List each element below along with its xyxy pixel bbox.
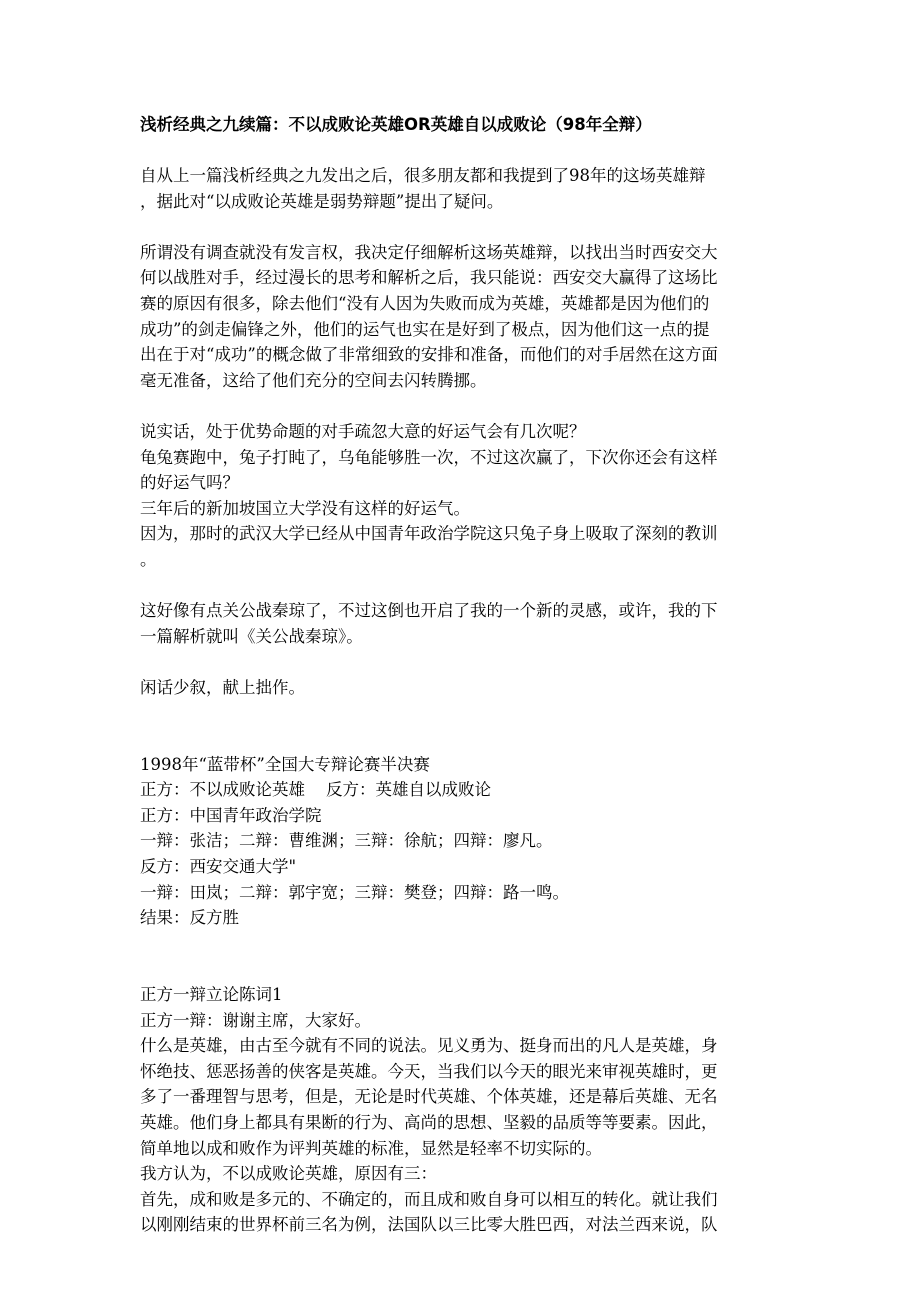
text-line: 一篇解析就叫《关公战秦琼》。 [140, 626, 363, 646]
speech-heading: 正方一辩立论陈词1 [140, 985, 283, 1004]
intro-paragraph-2 [140, 240, 784, 394]
speech-section [140, 982, 784, 1238]
text-line: 什么是英雄，由古至今就有不同的说法。见义勇为、挺身而出的凡人是英雄，身 [140, 1036, 718, 1056]
negative-speakers: 一辩：田岚；二辩：郭宇宽；三辩：樊登；四辩：路一鸣。 [140, 882, 569, 902]
text-line: 毫无准备，这给了他们充分的空间去闪转腾挪。 [140, 370, 487, 390]
intro-paragraph-5 [140, 675, 784, 701]
intro-paragraph-4 [140, 598, 784, 649]
text-line: 赛的原因有很多，除去他们“没有人因为失败而成为英雄，英雄都是因为他们的 [140, 293, 710, 313]
match-result: 结果：反方胜 [140, 908, 239, 928]
text-line: 三年后的新加坡国立大学没有这样的好运气。 [140, 498, 470, 518]
text-line: 所谓没有调查就没有发言权，我决定仔细解析这场英雄辩，以找出当时西安交大 [140, 242, 718, 262]
intro-paragraph-3 [140, 419, 784, 573]
spacer [140, 956, 784, 982]
text-line: 以刚刚结束的世界杯前三名为例，法国队以三比零大胜巴西，对法兰西来说，队 [140, 1215, 718, 1235]
text-line: 正方一辩：谢谢主席，大家好。 [140, 1010, 371, 1030]
match-info [140, 752, 784, 931]
text-line: 说实话，处于优势命题的对手疏忽大意的好运气会有几次呢？ [140, 421, 586, 441]
text-line: 因为，那时的武汉大学已经从中国青年政治学院这只兔子身上吸取了深刻的教训 [140, 524, 718, 544]
match-title: 1998年“蓝带杯”全国大专辩论赛半决赛 [140, 754, 430, 774]
text-line: 首先，成和败是多元的、不确定的，而且成和败自身可以相互的转化。就让我们 [140, 1189, 718, 1209]
text-line: 的好运气吗？ [140, 473, 239, 493]
document-title: 浅析经典之九续篇：不以成败论英雄OR英雄自以成败论（98年全辩） [140, 115, 652, 134]
negative-team: 反方：西安交通大学" [140, 857, 297, 877]
text-line: 龟兔赛跑中，兔子打盹了，乌龟能够胜一次，不过这次赢了，下次你还会有这样 [140, 447, 718, 467]
affirmative-team: 正方：中国青年政治学院 [140, 805, 322, 825]
text-line: 英雄。他们身上都具有果断的行为、高尚的思想、坚毅的品质等等要素。因此， [140, 1112, 718, 1132]
text-line: 我方认为，不以成败论英雄，原因有三： [140, 1164, 437, 1184]
text-line: 何以战胜对手，经过漫长的思考和解析之后，我只能说：西安交大赢得了这场比 [140, 268, 718, 288]
text-line: 怀绝技、惩恶扬善的侠客是英雄。今天，当我们以今天的眼光来审视英雄时，更 [140, 1061, 718, 1081]
spacer [140, 726, 784, 752]
text-line: 成功”的剑走偏锋之外，他们的运气也实在是好到了极点，因为他们这一点的提 [140, 319, 710, 339]
text-line: 。 [140, 549, 157, 569]
text-line: 出在于对“成功”的概念做了非常细致的安排和准备，而他们的对手居然在这方面 [140, 345, 718, 365]
text-line: 这好像有点关公战秦琼了，不过这倒也开启了我的一个新的灵感，或许，我的下 [140, 601, 718, 621]
text-line: 多了一番理智与思考，但是，无论是时代英雄、个体英雄，还是幕后英雄、无名 [140, 1087, 718, 1107]
text-line: 闲话少叙，献上拙作。 [140, 677, 305, 697]
text-line: ，据此对“以成败论英雄是弱势辩题”提出了疑问。 [140, 191, 504, 211]
intro-paragraph-1 [140, 163, 784, 214]
text-line: 简单地以成和败作为评判英雄的标准，显然是轻率不切实际的。 [140, 1138, 602, 1158]
text-line: 自从上一篇浅析经典之九发出之后，很多朋友都和我提到了98年的这场英雄辩 [140, 166, 706, 185]
affirmative-speakers: 一辩：张洁；二辩：曹维渊；三辩：徐航；四辩：廖凡。 [140, 831, 553, 851]
document-body [140, 112, 784, 1264]
match-motion: 正方：不以成败论英雄 反方：英雄自以成败论 [140, 780, 491, 800]
